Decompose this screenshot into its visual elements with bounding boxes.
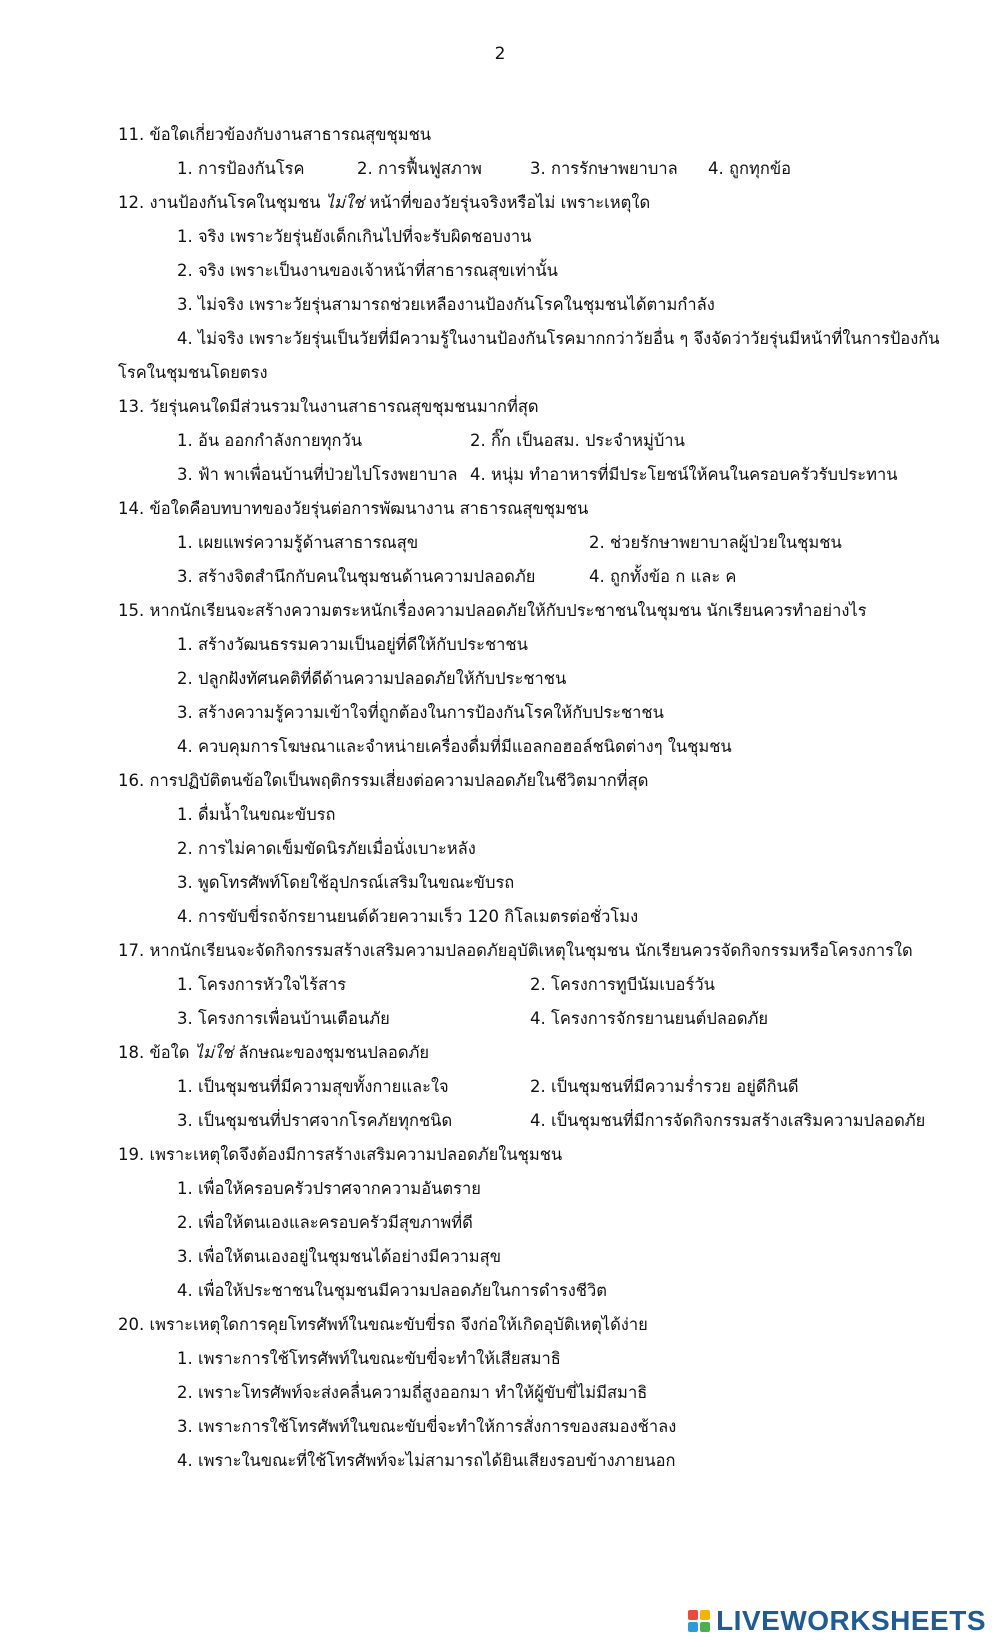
page-number: 2 <box>494 44 506 64</box>
liveworksheets-wordmark: LIVEWORKSHEETS <box>716 1605 986 1636</box>
logo-square-blue <box>688 1622 698 1632</box>
question-14-options-row-2 <box>118 560 948 594</box>
question-15-option-1: 1. สร้างวัฒนธรรมความเป็นอยู่ที่ดีให้กับประชาชน <box>177 635 528 654</box>
logo-square-yellow <box>700 1610 710 1620</box>
question-18-emphasis: ไม่ใช่ <box>194 1043 234 1062</box>
question-19-option-1: 1. เพื่อให้ครอบครัวปราศจากความอันตราย <box>177 1179 481 1198</box>
question-11-options <box>118 152 948 186</box>
question-18-options-row-2 <box>118 1104 948 1138</box>
question-13: 13. วัยรุ่นคนใดมีส่วนรวมในงานสาธารณสุขชุมชนมากที่สุด <box>118 397 539 416</box>
question-17-options-row-2 <box>118 1002 948 1036</box>
question-20-option-3: 3. เพราะการใช้โทรศัพท์ในขณะขับขี่จะทำให้การสั่งการของสมองช้าลง <box>177 1417 677 1436</box>
question-18-text-pre: 18. ข้อใด <box>118 1043 195 1062</box>
liveworksheets-grid-icon <box>688 1610 710 1632</box>
question-16-option-4: 4. การขับขี่รถจักรยานยนต์ด้วยความเร็ว 120 กิโลเมตรต่อชั่วโมง <box>177 907 639 926</box>
question-12-option-4: 4. ไม่จริง เพราะวัยรุ่นเป็นวัยที่มีความรู้ในงานป้องกันโรคมากกว่าวัยอื่น ๆ จึงจัดว่าวัยรุ่นมีหน้าที่ในการป้องกัน <box>177 329 940 348</box>
question-17-option-4: 4. โครงการจักรยานยนต์ปลอดภัย <box>530 1009 769 1028</box>
question-13-option-2: 2. กิ๊ก เป็นอสม. ประจำหมู่บ้าน <box>470 431 685 450</box>
question-13-option-3: 3. ฟ้า พาเพื่อนบ้านที่ป่วยไปโรงพยาบาล <box>177 465 458 484</box>
question-16-option-1: 1. ดื่มน้ำในขณะขับรถ <box>177 805 336 824</box>
question-12-emphasis: ไม่ใช่ <box>325 193 365 212</box>
question-13-options-row-1 <box>118 424 948 458</box>
question-15-option-4: 4. ควบคุมการโฆษณาและจำหน่ายเครื่องดื่มที่มีแอลกอฮอล์ชนิดต่างๆ ในชุมชน <box>177 737 732 756</box>
question-15-option-2: 2. ปลูกฝังทัศนคติที่ดีด้านความปลอดภัยให้กับประชาชน <box>177 669 567 688</box>
question-17-option-3: 3. โครงการเพื่อนบ้านเตือนภัย <box>177 1009 390 1028</box>
question-18-option-3: 3. เป็นชุมชนที่ปราศจากโรคภัยทุกชนิด <box>177 1111 453 1130</box>
question-16-option-3: 3. พูดโทรศัพท์โดยใช้อุปกรณ์เสริมในขณะขับรถ <box>177 873 515 892</box>
question-14-options-row-1 <box>118 526 948 560</box>
question-18-option-2: 2. เป็นชุมชนที่มีความร่ำรวย อยู่ดีกินดี <box>530 1077 799 1096</box>
question-12-option-3: 3. ไม่จริง เพราะวัยรุ่นสามารถช่วยเหลืองานป้องกันโรคในชุมชนได้ตามกำลัง <box>177 295 715 314</box>
question-19-option-4: 4. เพื่อให้ประชาชนในชุมชนมีความปลอดภัยในการดำรงชีวิต <box>177 1281 607 1300</box>
question-12-option-2: 2. จริง เพราะเป็นงานของเจ้าหน้าที่สาธารณสุขเท่านั้น <box>177 261 558 280</box>
question-18-text-post: ลักษณะของชุมชนปลอดภัย <box>233 1043 430 1062</box>
question-20: 20. เพราะเหตุใดการคุยโทรศัพท์ในขณะขับขี่รถ จึงก่อให้เกิดอุบัติเหตุได้ง่าย <box>118 1315 648 1334</box>
question-19-option-3: 3. เพื่อให้ตนเองอยู่ในชุมชนได้อย่างมีความสุข <box>177 1247 501 1266</box>
question-13-options-row-2 <box>118 458 948 492</box>
question-12-option-4-continued: โรคในชุมชนโดยตรง <box>118 363 268 382</box>
question-11-option-4: 4. ถูกทุกข้อ <box>708 159 792 178</box>
question-14-option-3: 3. สร้างจิตสำนึกกับคนในชุมชนด้านความปลอดภัย <box>177 567 536 586</box>
question-16-option-2: 2. การไม่คาดเข็มขัดนิรภัยเมื่อนั่งเบาะหลัง <box>177 839 476 858</box>
liveworksheets-logo[interactable] <box>688 1605 986 1637</box>
question-11-option-3: 3. การรักษาพยาบาล <box>530 159 678 178</box>
worksheet-content <box>118 118 948 1478</box>
logo-square-green <box>700 1622 710 1632</box>
question-11-option-2: 2. การฟื้นฟูสภาพ <box>357 159 482 178</box>
question-17: 17. หากนักเรียนจะจัดกิจกรรมสร้างเสริมความปลอดภัยอุบัติเหตุในชุมชน นักเรียนควรจัดกิจกรรมหรือโครงการใด <box>118 941 913 960</box>
question-20-option-2: 2. เพราะโทรศัพท์จะส่งคลื่นความถี่สูงออกมา ทำให้ผู้ขับขี่ไม่มีสมาธิ <box>177 1383 648 1402</box>
question-13-option-4: 4. หนุ่ม ทำอาหารที่มีประโยชน์ให้คนในครอบครัวรับประทาน <box>470 465 898 484</box>
question-18-option-4: 4. เป็นชุมชนที่มีการจัดกิจกรรมสร้างเสริมความปลอดภัย <box>530 1111 926 1130</box>
question-18-option-1: 1. เป็นชุมชนที่มีความสุขทั้งกายและใจ <box>177 1077 449 1096</box>
question-15: 15. หากนักเรียนจะสร้างความตระหนักเรื่องความปลอดภัยให้กับประชาชนในชุมชน นักเรียนควรทำอย่างไร <box>118 601 867 620</box>
question-13-option-1: 1. อ้น ออกกำลังกายทุกวัน <box>177 431 362 450</box>
question-12-text-post: หน้าที่ของวัยรุ่นจริงหรือไม่ เพราะเหตุใด <box>364 193 651 212</box>
question-16: 16. การปฏิบัติตนข้อใดเป็นพฤติกรรมเสี่ยงต่อความปลอดภัยในชีวิตมากที่สุด <box>118 771 649 790</box>
question-11: 11. ข้อใดเกี่ยวข้องกับงานสาธารณสุขชุมชน <box>118 125 432 144</box>
question-17-option-2: 2. โครงการทูบีนัมเบอร์วัน <box>530 975 715 994</box>
question-14-option-1: 1. เผยแพร่ความรู้ด้านสาธารณสุข <box>177 533 419 552</box>
question-12-text-pre: 12. งานป้องกันโรคในชุมชน <box>118 193 326 212</box>
question-20-option-1: 1. เพราะการใช้โทรศัพท์ในขณะขับขี่จะทำให้เสียสมาธิ <box>177 1349 561 1368</box>
question-15-option-3: 3. สร้างความรู้ความเข้าใจที่ถูกต้องในการป้องกันโรคให้กับประชาชน <box>177 703 664 722</box>
question-18-options-row-1 <box>118 1070 948 1104</box>
question-19-option-2: 2. เพื่อให้ตนเองและครอบครัวมีสุขภาพที่ดี <box>177 1213 473 1232</box>
question-12 <box>118 186 948 220</box>
question-14-option-2: 2. ช่วยรักษาพยาบาลผู้ป่วยในชุมชน <box>589 533 842 552</box>
question-20-option-4: 4. เพราะในขณะที่ใช้โทรศัพท์จะไม่สามารถได้ยินเสียงรอบข้างภายนอก <box>177 1451 676 1470</box>
question-12-option-1: 1. จริง เพราะวัยรุ่นยังเด็กเกินไปที่จะรับผิดชอบงาน <box>177 227 532 246</box>
question-11-option-1: 1. การป้องกันโรค <box>177 159 305 178</box>
question-19: 19. เพราะเหตุใดจึงต้องมีการสร้างเสริมความปลอดภัยในชุมชน <box>118 1145 563 1164</box>
question-14: 14. ข้อใดคือบทบาทของวัยรุ่นต่อการพัฒนางาน สาธารณสุขชุมชน <box>118 499 589 518</box>
question-14-option-4: 4. ถูกทั้งข้อ ก และ ค <box>589 567 737 586</box>
question-18 <box>118 1036 948 1070</box>
logo-square-red <box>688 1610 698 1620</box>
question-17-options-row-1 <box>118 968 948 1002</box>
question-17-option-1: 1. โครงการหัวใจไร้สาร <box>177 975 347 994</box>
